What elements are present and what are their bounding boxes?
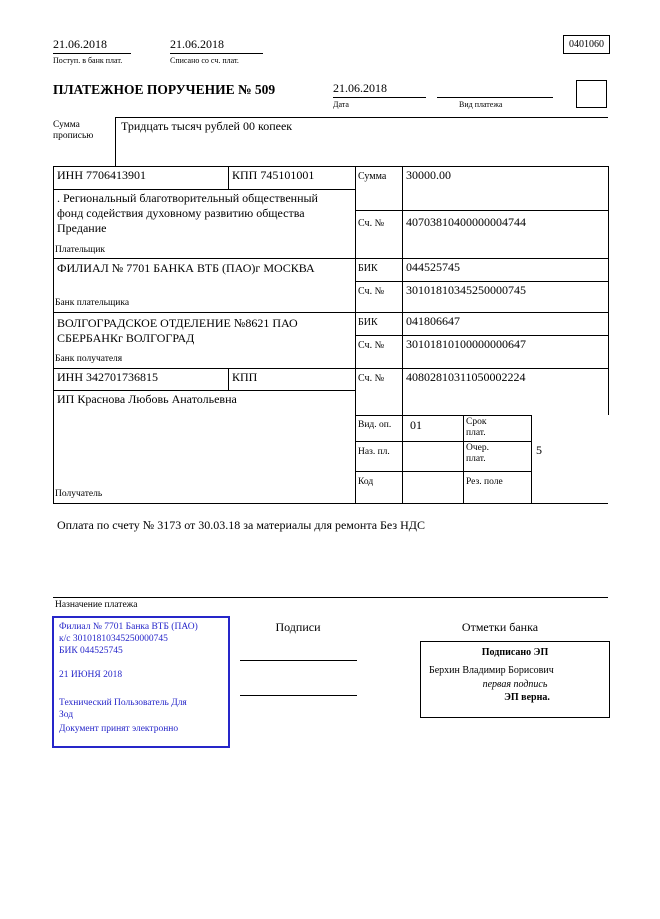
divider — [402, 166, 403, 503]
stamp-line: Документ принят электронно — [59, 724, 179, 734]
payer-kpp: КПП 745101001 — [232, 168, 315, 182]
payer-bank-bik-label: БИК — [358, 263, 378, 274]
stamp-line: Зод — [59, 710, 74, 720]
ocher-plat-value: 5 — [536, 443, 542, 457]
payer-name: . Региональный благотворительный общественный фонд содействия духовному развитию общества Предание — [57, 191, 318, 235]
rez-pole-label: Рез. поле — [466, 477, 503, 487]
ocher-plat-label: Очер. плат. — [466, 443, 489, 464]
amount-in-words-label: Сумма прописью — [53, 120, 94, 141]
table-bottom-border — [53, 503, 608, 504]
payer-bank-account: 30101810345250000745 — [406, 283, 526, 297]
bank-electronic-stamp — [52, 616, 230, 748]
payment-purpose-label: Назначение платежа — [55, 600, 138, 610]
divider — [228, 368, 229, 390]
payee-inn: ИНН 342701736815 — [57, 370, 158, 384]
date-received-label: Поступ. в банк плат. — [53, 56, 123, 65]
underline — [170, 53, 263, 54]
form-code-box — [563, 35, 610, 54]
divider — [115, 117, 116, 166]
form-code: 0401060 — [569, 39, 604, 50]
date-debited-label: Списано со сч. плат. — [170, 56, 239, 65]
signature-note: первая подпись — [482, 679, 548, 690]
bank-marks-label: Отметки банка — [461, 620, 539, 634]
divider — [53, 597, 608, 598]
underline — [437, 97, 553, 98]
table-left-border — [53, 166, 54, 503]
payment-type-label: Вид платежа — [459, 100, 503, 109]
signed-label: Подписано ЭП — [481, 647, 549, 658]
payer-bank-account-label: Сч. № — [358, 286, 385, 297]
divider — [53, 189, 355, 190]
payee-bank-bik-label: БИК — [358, 317, 378, 328]
divider — [531, 415, 532, 503]
signature-line — [240, 695, 357, 696]
document-date-label: Дата — [333, 100, 349, 109]
vid-op-value: 01 — [410, 418, 422, 432]
payment-type-box — [576, 80, 607, 108]
payer-inn: ИНН 7706413901 — [57, 168, 146, 182]
payee-bank-label: Банк получателя — [55, 354, 123, 364]
stamp-line: БИК 044525745 — [59, 646, 123, 656]
signatures-label: Подписи — [275, 620, 321, 634]
divider — [355, 441, 531, 442]
underline — [333, 97, 426, 98]
payer-label: Плательщик — [55, 245, 106, 255]
date-debited: 21.06.2018 — [170, 37, 224, 51]
divider — [355, 335, 608, 336]
naz-pl-label: Наз. пл. — [358, 447, 390, 457]
signature-line — [240, 660, 357, 661]
vid-op-label: Вид. оп. — [358, 420, 392, 430]
stamp-line: Филиал № 7701 Банка ВТБ (ПАО) — [59, 622, 198, 632]
divider — [53, 390, 355, 391]
payer-bank-label: Банк плательщика — [55, 298, 130, 308]
payee-kpp-label: КПП — [232, 370, 258, 384]
verified-label: ЭП верна. — [504, 692, 550, 703]
stamp-line: 21 ИЮНЯ 2018 — [59, 670, 123, 680]
divider — [355, 415, 531, 416]
payee-label: Получатель — [55, 489, 103, 499]
table-top-border — [53, 166, 608, 167]
kod-label: Код — [358, 477, 374, 487]
digital-signature-stamp — [420, 641, 610, 718]
divider — [53, 258, 608, 259]
divider — [355, 210, 608, 211]
amount-in-words-value: Тридцать тысяч рублей 00 копеек — [121, 119, 293, 133]
sum-label: Сумма — [358, 171, 387, 182]
document-date: 21.06.2018 — [333, 81, 387, 95]
underline — [53, 53, 131, 54]
payee-account-label: Сч. № — [358, 373, 385, 384]
divider — [355, 471, 531, 472]
divider — [228, 166, 229, 189]
payee-bank-bik: 041806647 — [406, 314, 460, 328]
sum-value: 30000.00 — [406, 168, 451, 182]
table-right-border — [608, 166, 609, 415]
payer-account: 40703810400000004744 — [406, 215, 526, 229]
payer-account-label: Сч. № — [358, 218, 385, 229]
divider — [355, 166, 356, 503]
payee-bank-name: ВОЛГОГРАДСКОЕ ОТДЕЛЕНИЕ №8621 ПАО СБЕРБАНКг ВОЛГОГРАД — [57, 316, 298, 345]
document-title: ПЛАТЕЖНОЕ ПОРУЧЕНИЕ № 509 — [53, 82, 276, 97]
divider — [115, 117, 608, 118]
payer-bank-name: ФИЛИАЛ № 7701 БАНКА ВТБ (ПАО)г МОСКВА — [57, 261, 315, 275]
divider — [463, 415, 464, 503]
signer-name: Берхин Владимир Борисович — [429, 665, 554, 676]
payee-bank-account: 30101810100000000647 — [406, 337, 526, 351]
divider — [53, 368, 608, 369]
payee-account: 40802810311050002224 — [406, 370, 526, 384]
payment-purpose: Оплата по счету № 3173 от 30.03.18 за материалы для ремонта Без НДС — [57, 518, 425, 532]
payer-bank-bik: 044525745 — [406, 260, 460, 274]
stamp-line: к/с 30101810345250000745 — [59, 634, 168, 644]
srok-plat-label: Срок плат. — [466, 417, 487, 438]
divider — [53, 312, 608, 313]
payee-name: ИП Краснова Любовь Анатольевна — [57, 392, 237, 406]
payee-bank-account-label: Сч. № — [358, 340, 385, 351]
date-received: 21.06.2018 — [53, 37, 107, 51]
divider — [355, 281, 608, 282]
stamp-line: Технический Пользователь Для — [59, 698, 187, 708]
